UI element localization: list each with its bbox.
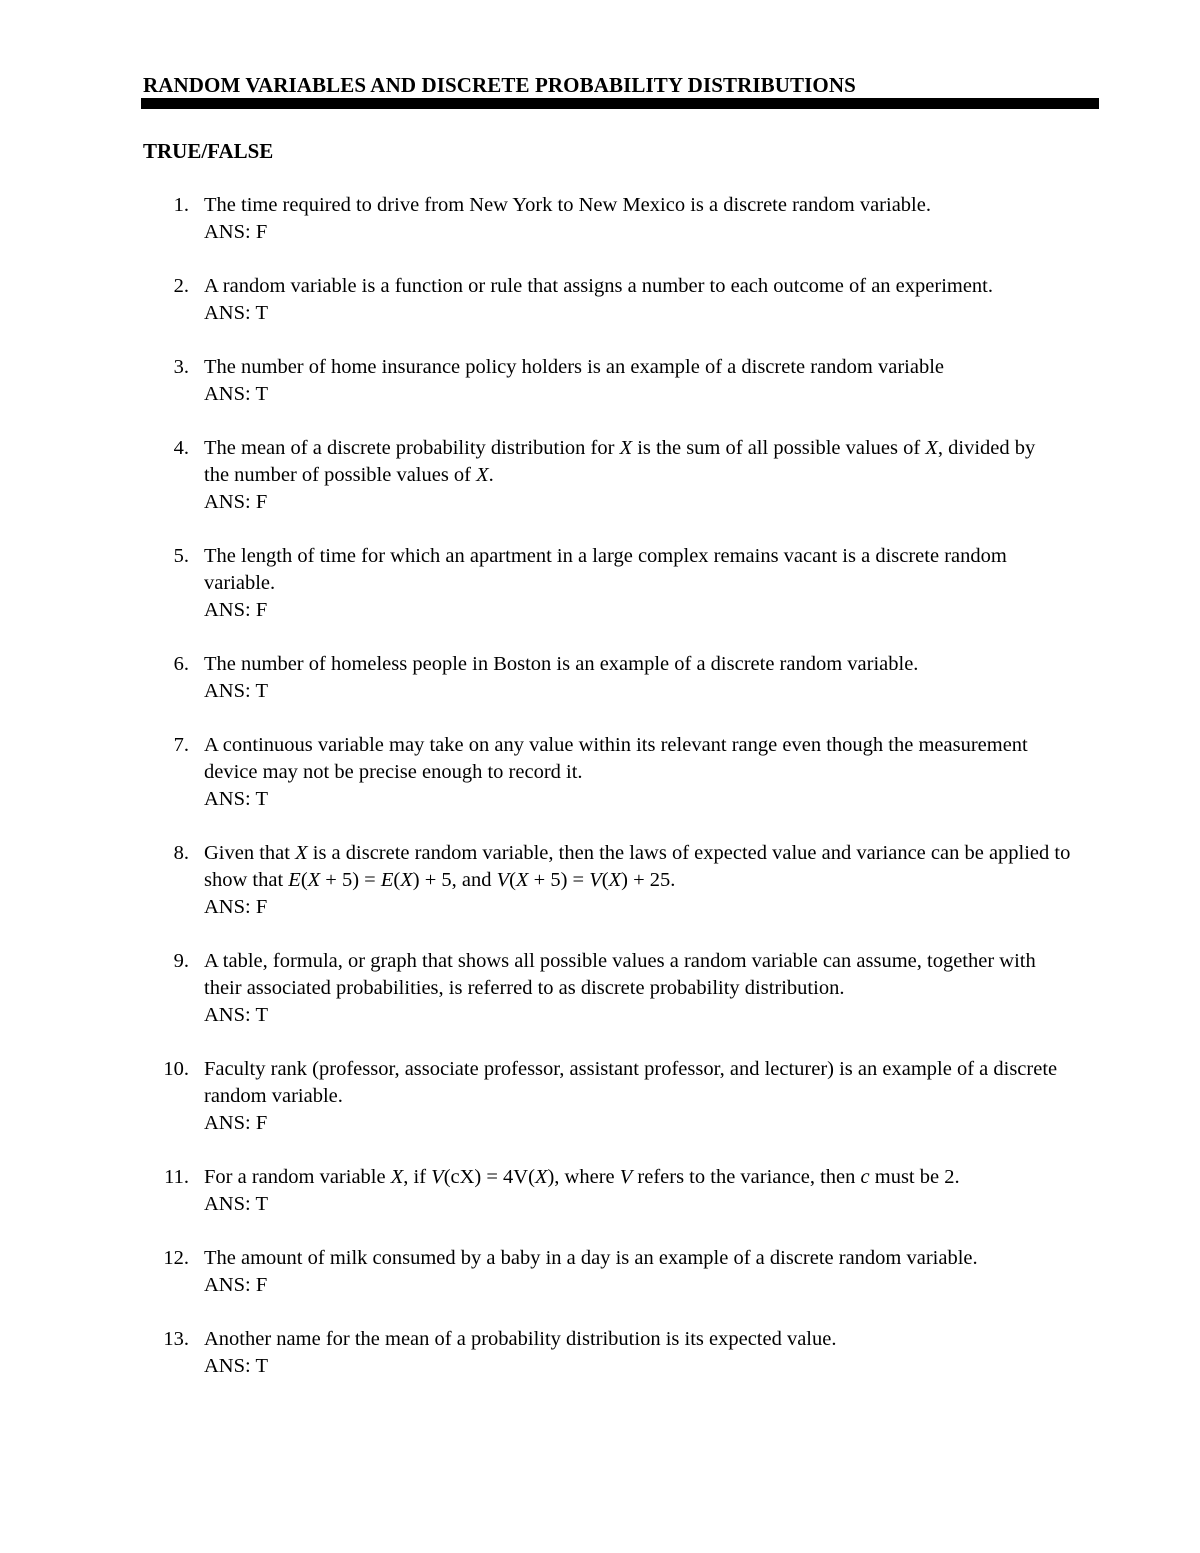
question-number: 6.	[173, 653, 189, 675]
question-number: 8.	[173, 842, 189, 864]
answer-text: ANS: F	[204, 1112, 268, 1134]
question-text: A continuous variable may take on any value within its relevant range even though the measurement device may not be precise enough to record it.	[204, 734, 1028, 783]
answer-text: ANS: F	[204, 491, 268, 513]
question-item	[0, 732, 1200, 813]
question-text: The number of homeless people in Boston is an example of a discrete random variable.	[204, 653, 919, 675]
question-number: 10.	[163, 1058, 189, 1080]
question-item	[0, 273, 1200, 327]
question-item	[0, 840, 1200, 921]
question-number: 4.	[173, 437, 189, 459]
question-text: Given that X is a discrete random variable, then the laws of expected value and variance can be applied to show that E(X + 5) = E(X) + 5, and V(X + 5) = V(X) + 25.	[204, 842, 1071, 891]
section-heading: TRUE/FALSE	[143, 139, 274, 163]
answer-text: ANS: T	[204, 680, 268, 702]
question-text: The number of home insurance policy holders is an example of a discrete random variable	[204, 356, 945, 378]
question-number: 2.	[173, 275, 189, 297]
question-text: A random variable is a function or rule that assigns a number to each outcome of an experiment.	[204, 275, 993, 297]
question-item	[0, 1326, 1200, 1380]
question-text: The length of time for which an apartment in a large complex remains vacant is a discrete random variable.	[204, 545, 1007, 594]
question-item	[0, 651, 1200, 705]
question-item	[0, 1056, 1200, 1137]
answer-text: ANS: T	[204, 788, 268, 810]
question-number: 5.	[173, 545, 189, 567]
title-rule	[141, 98, 1099, 109]
question-number: 13.	[163, 1328, 189, 1350]
question-text: Faculty rank (professor, associate professor, assistant professor, and lecturer) is an example of a discrete random variable.	[204, 1058, 1058, 1107]
question-text: For a random variable X, if V(cX) = 4V(X), where V refers to the variance, then c must be 2.	[204, 1166, 960, 1188]
question-number: 7.	[173, 734, 189, 756]
question-text: The mean of a discrete probability distribution for X is the sum of all possible values of X, divided by the number of possible values of X.	[204, 437, 1036, 486]
question-item	[0, 948, 1200, 1029]
question-number: 11.	[164, 1166, 189, 1188]
question-list	[0, 192, 1200, 1407]
question-text: The amount of milk consumed by a baby in a day is an example of a discrete random variable.	[204, 1247, 978, 1269]
question-item	[0, 1245, 1200, 1299]
question-number: 1.	[173, 194, 189, 216]
question-item	[0, 1164, 1200, 1218]
answer-text: ANS: T	[204, 302, 268, 324]
answer-text: ANS: T	[204, 1355, 268, 1377]
question-item	[0, 435, 1200, 516]
answer-text: ANS: F	[204, 896, 268, 918]
question-number: 3.	[173, 356, 189, 378]
answer-text: ANS: T	[204, 1004, 268, 1026]
answer-text: ANS: F	[204, 221, 268, 243]
answer-text: ANS: F	[204, 599, 268, 621]
answer-text: ANS: F	[204, 1274, 268, 1296]
question-item	[0, 354, 1200, 408]
question-number: 9.	[173, 950, 189, 972]
question-item	[0, 543, 1200, 624]
question-text: The time required to drive from New York to New Mexico is a discrete random variable.	[204, 194, 931, 216]
document-title: RANDOM VARIABLES AND DISCRETE PROBABILITY DISTRIBUTIONS	[143, 73, 856, 97]
answer-text: ANS: T	[204, 1193, 268, 1215]
question-item	[0, 192, 1200, 246]
question-number: 12.	[163, 1247, 189, 1269]
question-text: Another name for the mean of a probability distribution is its expected value.	[204, 1328, 837, 1350]
question-text: A table, formula, or graph that shows all possible values a random variable can assume, together with their associated probabilities, is referred to as discrete probability distribution.	[204, 950, 1036, 999]
answer-text: ANS: T	[204, 383, 268, 405]
